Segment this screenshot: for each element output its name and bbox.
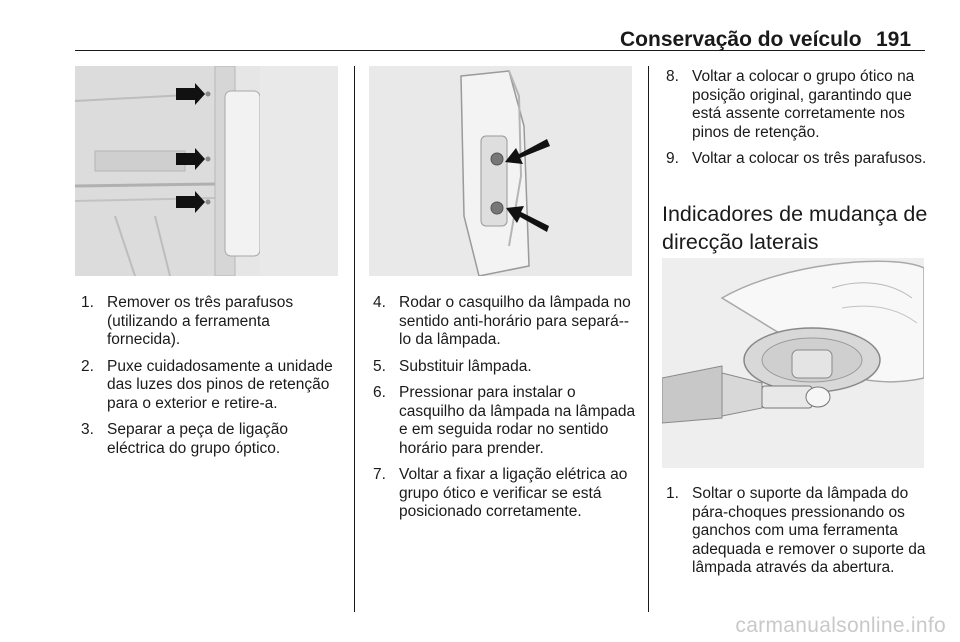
header-rule [75, 50, 925, 51]
column-divider-1 [354, 66, 355, 612]
steps-list-column-1 [81, 294, 343, 466]
list-item: 9. Voltar a colocar os três parafusos. [666, 150, 927, 167]
watermark: carmanualsonline.info [735, 614, 946, 637]
list-item: 7. Voltar a fixar a ligação elétrica ao grupo ótico e verificar se está posicionado corretamente. [373, 466, 628, 520]
column-divider-2 [648, 66, 649, 612]
list-item: 1. Soltar o suporte da lâmpada do pára-choques pressionando os ganchos com uma ferramenta adequada e remover o suporte da lâmpada através da abertura. [666, 485, 926, 576]
section-heading: Indicadores de mudança de direcção laterais [662, 202, 928, 254]
list-item: 6. Pressionar para instalar o casquilho da lâmpada na lâmpada e em seguida rodar no sentido horário para prender. [373, 384, 636, 457]
page-header-title: Conservação do veículo [620, 28, 862, 51]
figure-bulb-holder [369, 66, 632, 276]
side-indicator-illustration [662, 258, 924, 468]
bulb-holder-illustration [369, 66, 632, 276]
figure-side-indicator [662, 258, 924, 468]
figure-tail-light-screws [75, 66, 338, 276]
page-number: 191 [876, 28, 912, 51]
list-item: 2. Puxe cuidadosamente a unidade das luzes dos pinos de retenção para o exterior e retire-a. [81, 357, 333, 412]
steps-list-column-2 [373, 294, 641, 530]
steps-list-column-3-top [666, 68, 930, 177]
list-item: 5. Substituir lâmpada. [373, 357, 532, 375]
list-item: 3. Separar a peça de ligação eléctrica do grupo óptico. [81, 421, 288, 457]
list-item: 4. Rodar o casquilho da lâmpada no sentido anti-horário para separá--lo da lâmpada. [373, 294, 631, 348]
list-item: 1. Remover os três parafusos (utilizando a ferramenta fornecida). [81, 294, 294, 348]
list-item: 8. Voltar a colocar o grupo ótico na posição original, garantindo que está assente corretamente nos pinos de retenção. [666, 68, 915, 141]
tail-light-screws-illustration [75, 66, 338, 276]
steps-list-column-3-bottom [666, 485, 930, 586]
